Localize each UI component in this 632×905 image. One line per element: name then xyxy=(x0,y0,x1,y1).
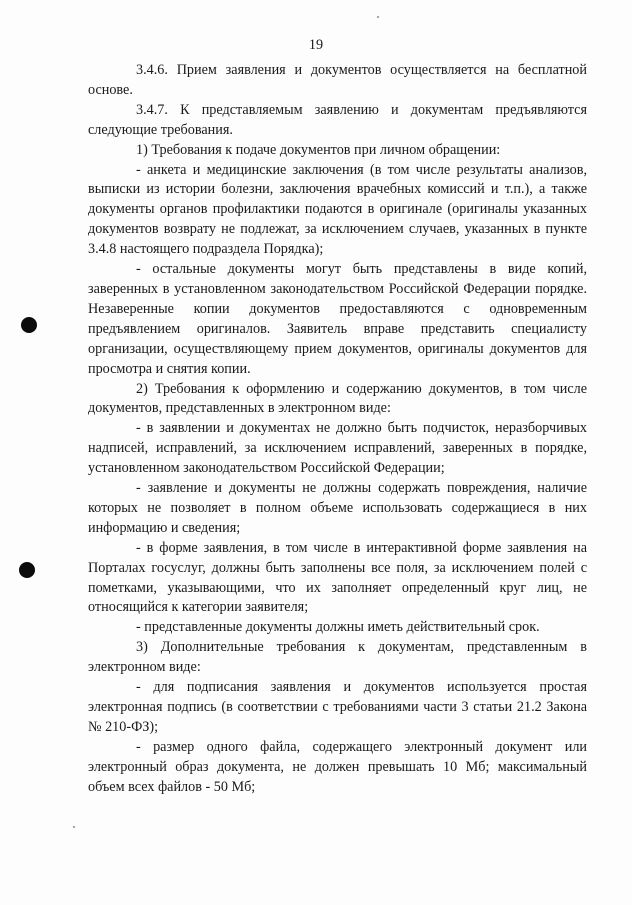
punch-hole xyxy=(19,562,35,578)
page-number: 19 xyxy=(308,37,324,53)
list-item: - заявление и документы не должны содержать повреждения, наличие которых не позволяет в полном объеме использовать содержащиеся в них информацию и сведения; xyxy=(88,480,587,536)
list-item: - представленные документы должны иметь действительный срок. xyxy=(136,619,540,636)
document-body xyxy=(88,61,587,798)
paragraph-3-4-6: 3.4.6. Прием заявления и документов осуществляется на бесплатной основе. xyxy=(88,62,587,98)
scan-speck xyxy=(377,16,379,18)
list-item: - для подписания заявления и документов используется простая электронная подпись (в соответствии с требованиями части 3 статьи 21.2 Закона № 210-ФЗ); xyxy=(88,679,587,735)
list-item: - анкета и медицинские заключения (в том числе результаты анализов, выписки из истории болезни, заключения врачебных комиссий и т.п.), а также документы органов профилактики подаются в оригинале (оригиналы указанных документов возврату не подлежат, за исключением случаев, указанных в пункте 3.4.8 настоящего подраздела Порядка); xyxy=(88,161,587,258)
list-item: - в форме заявления, в том числе в интерактивной форме заявления на Порталах госуслуг, должны быть заполнены все поля, за исключением полей с пометками, указывающими, что их заполняет определенный круг лиц, не относящийся к категории заявителя; xyxy=(88,539,587,616)
scan-speck xyxy=(73,826,75,828)
list-item: - в заявлении и документах не должно быть подчисток, неразборчивых надписей, исправлений, за исключением исправлений, заверенных в порядке, установленном законодательством Российской Федерации; xyxy=(88,420,587,477)
punch-hole xyxy=(21,317,37,333)
paragraph-requirements-3: 3) Дополнительные требования к документам, представленным в электронном виде: xyxy=(88,639,587,676)
paragraph-requirements-2: 2) Требования к оформлению и содержанию документов, в том числе документов, представленных в электронном виде: xyxy=(88,380,587,417)
list-item: - размер одного файла, содержащего электронный документ или электронный образ документа, не должен превышать 10 Мб; максимальный объем всех файлов - 50 Мб; xyxy=(88,738,587,795)
paragraph-requirements-1: 1) Требования к подаче документов при личном обращении: xyxy=(136,141,501,158)
list-item: - остальные документы могут быть представлены в виде копий, заверенных в установленном законодательством Российской Федерации порядке. Незаверенные копии документов предоставляются с одновременным предъявлением оригиналов. Заявитель вправе представить специалисту организации, осуществляющему прием документов, оригиналы документов для просмотра и снятия копии. xyxy=(88,261,587,377)
paragraph-3-4-7: 3.4.7. К представляемым заявлению и документам предъявляются следующие требования. xyxy=(88,101,587,138)
